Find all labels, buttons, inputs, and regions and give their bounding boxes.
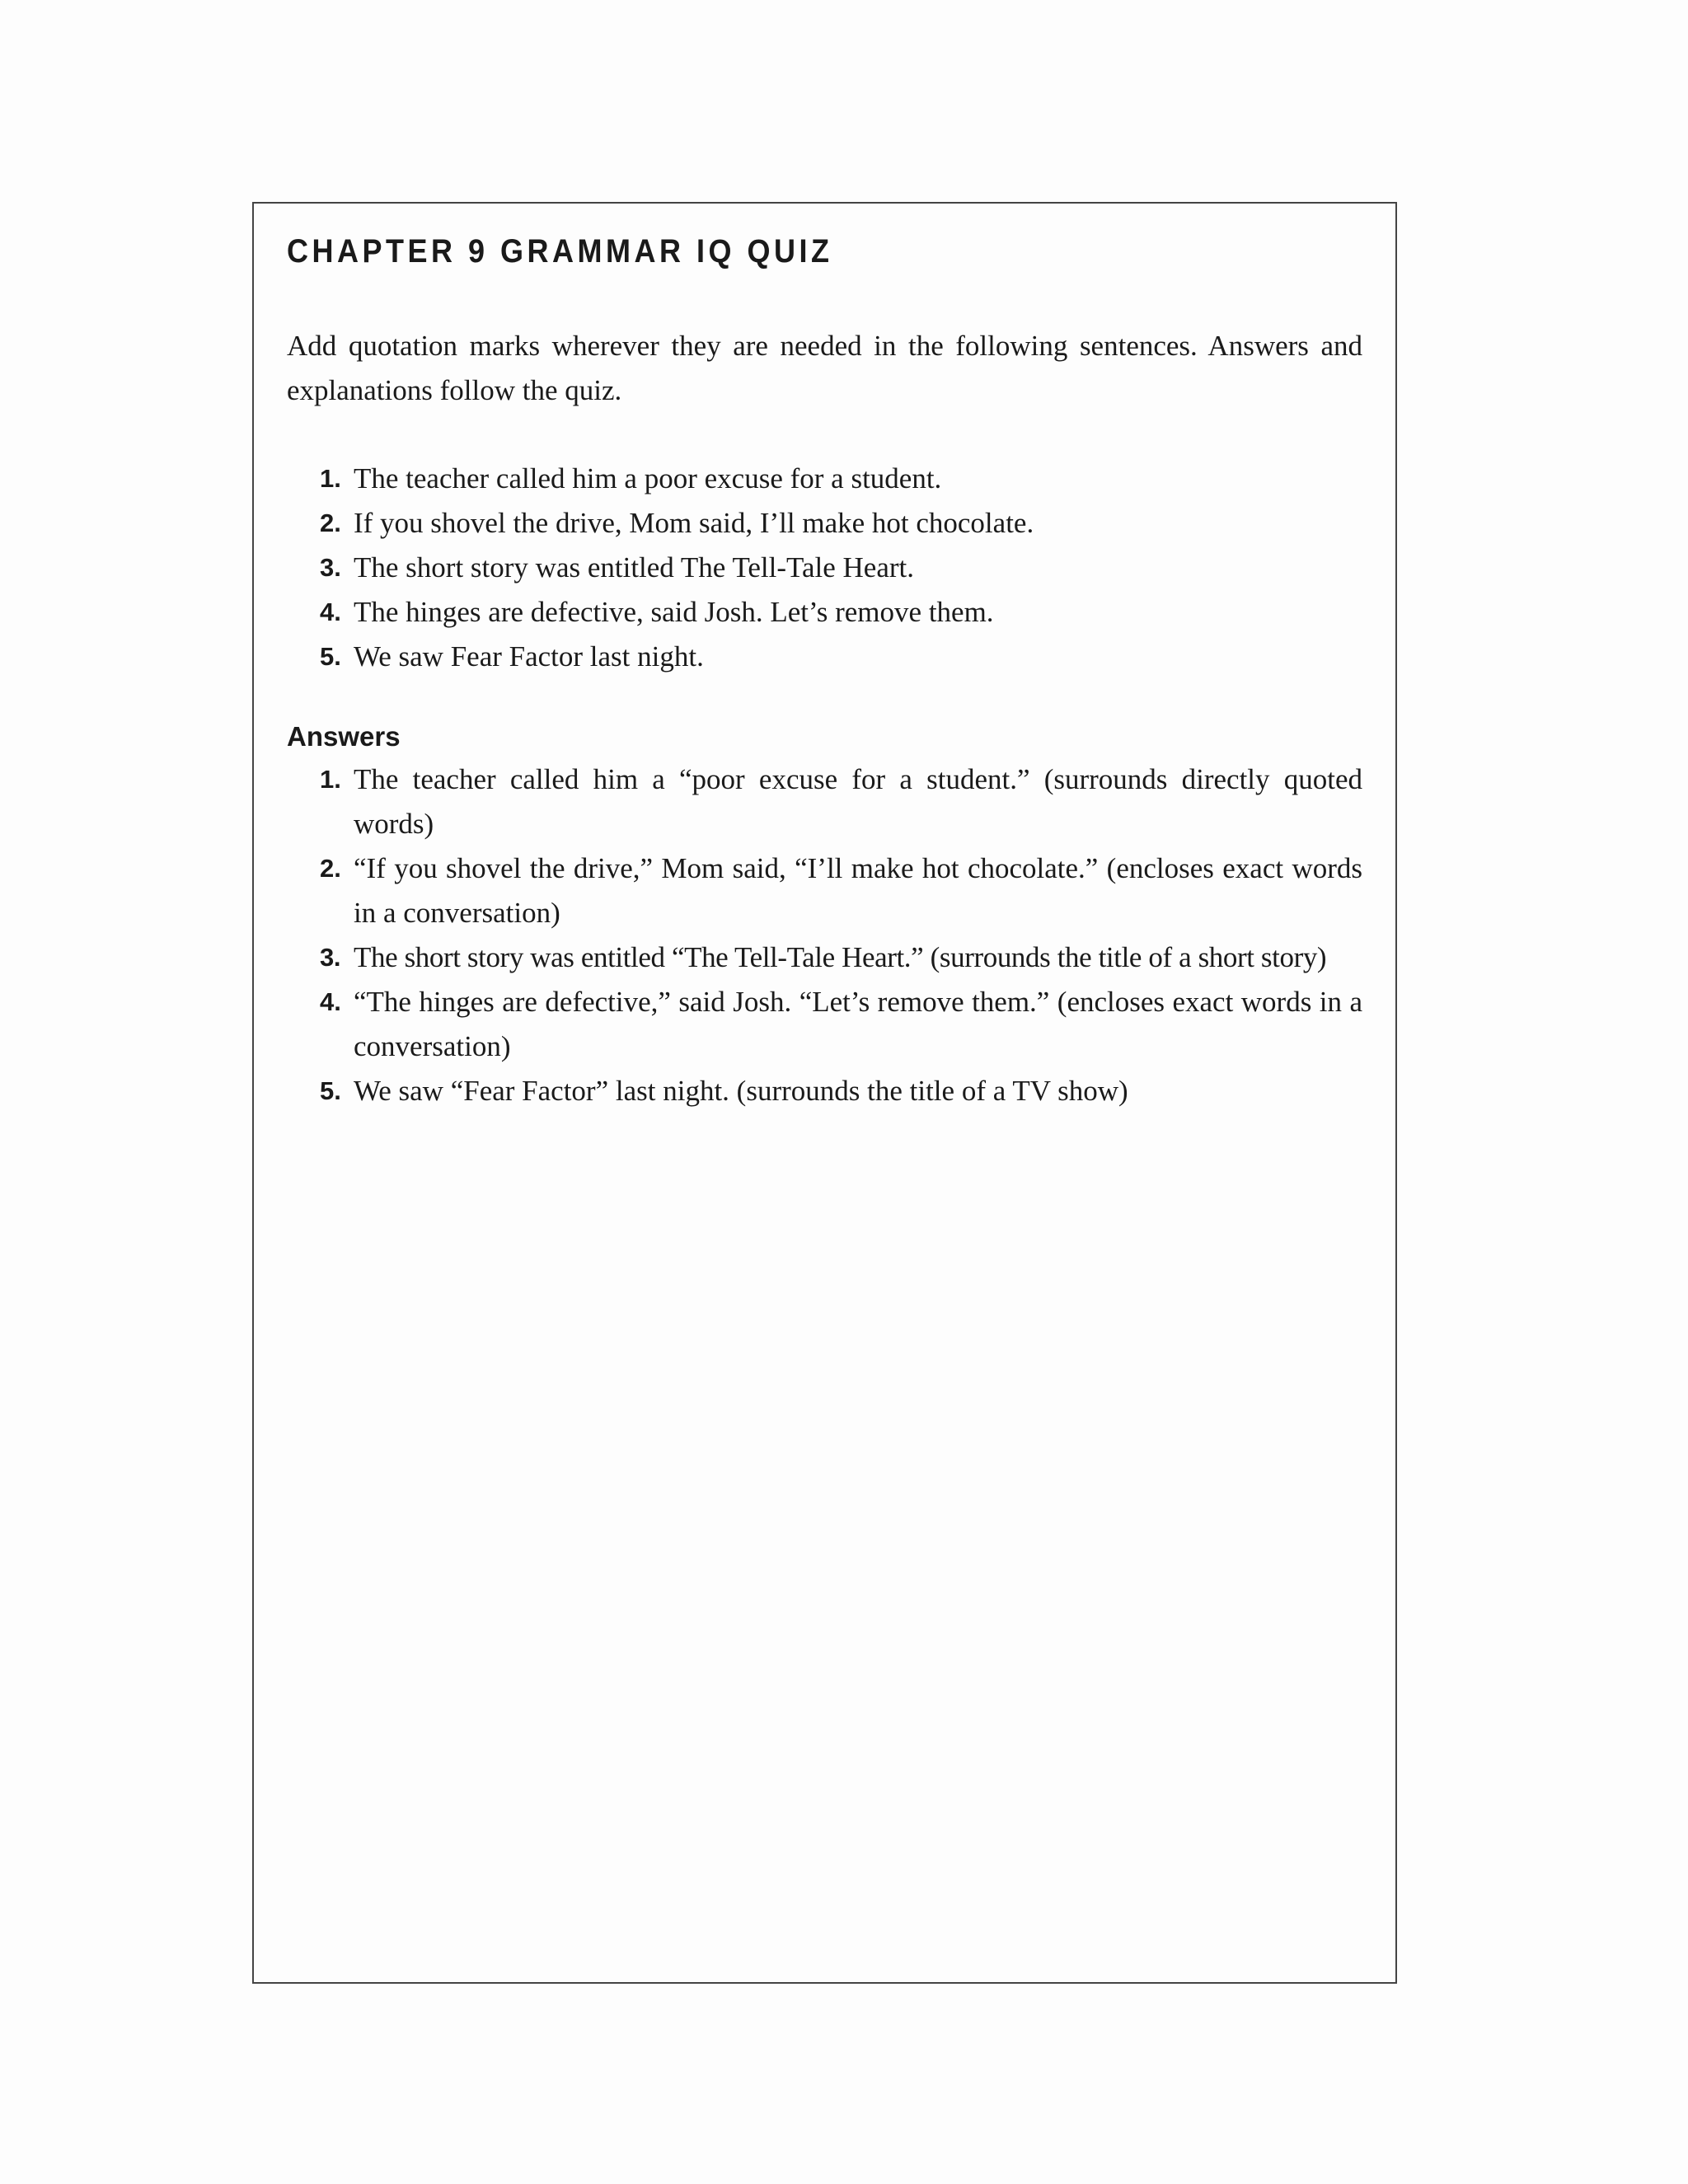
answer-number: 4. [320,987,341,1016]
answer-text: “If you shovel the drive,” Mom said, “I’ll make hot chocolate.” (encloses exact words in a conversation) [354,852,1362,929]
question-item [287,635,1362,679]
answer-list [287,757,1362,1113]
answer-text: We saw “Fear Factor” last night. (surrounds the title of a TV show) [354,1075,1128,1107]
question-number: 2. [320,509,341,537]
question-text: The short story was entitled The Tell-Tale Heart. [354,551,914,583]
answer-number: 2. [320,854,341,883]
answer-number: 1. [320,765,341,794]
question-text: The hinges are defective, said Josh. Let’s remove them. [354,596,994,628]
question-text: If you shovel the drive, Mom said, I’ll make hot chocolate. [354,507,1034,539]
answer-item [287,980,1362,1069]
instructions-text: Add quotation marks wherever they are needed in the following sentences. Answers and explanations follow the quiz. [287,330,1362,406]
question-number: 4. [320,598,341,626]
answer-number: 3. [320,943,341,972]
question-item [287,457,1362,501]
answer-item [287,757,1362,846]
question-item [287,590,1362,635]
question-text: We saw Fear Factor last night. [354,640,704,673]
answer-text: “The hinges are defective,” said Josh. “Let’s remove them.” (encloses exact words in a conversation) [354,986,1362,1062]
answer-text: The teacher called him a “poor excuse for a student.” (surrounds directly quoted words) [354,763,1362,840]
answer-item [287,846,1362,935]
question-item [287,501,1362,546]
answer-item [287,1069,1362,1113]
answer-item [287,935,1362,980]
question-text: The teacher called him a poor excuse for a student. [354,462,942,494]
question-item [287,546,1362,590]
answer-text: The short story was entitled “The Tell-Tale Heart.” (surrounds the title of a short story) [354,941,1327,973]
question-number: 3. [320,553,341,582]
answers-heading: Answers [287,721,401,752]
question-number: 1. [320,464,341,493]
question-number: 5. [320,642,341,671]
question-list [287,457,1362,679]
page-content [287,228,1362,1113]
chapter-title: CHAPTER 9 GRAMMAR IQ QUIZ [287,233,833,269]
answer-number: 5. [320,1076,341,1105]
page-frame [252,202,1397,1984]
